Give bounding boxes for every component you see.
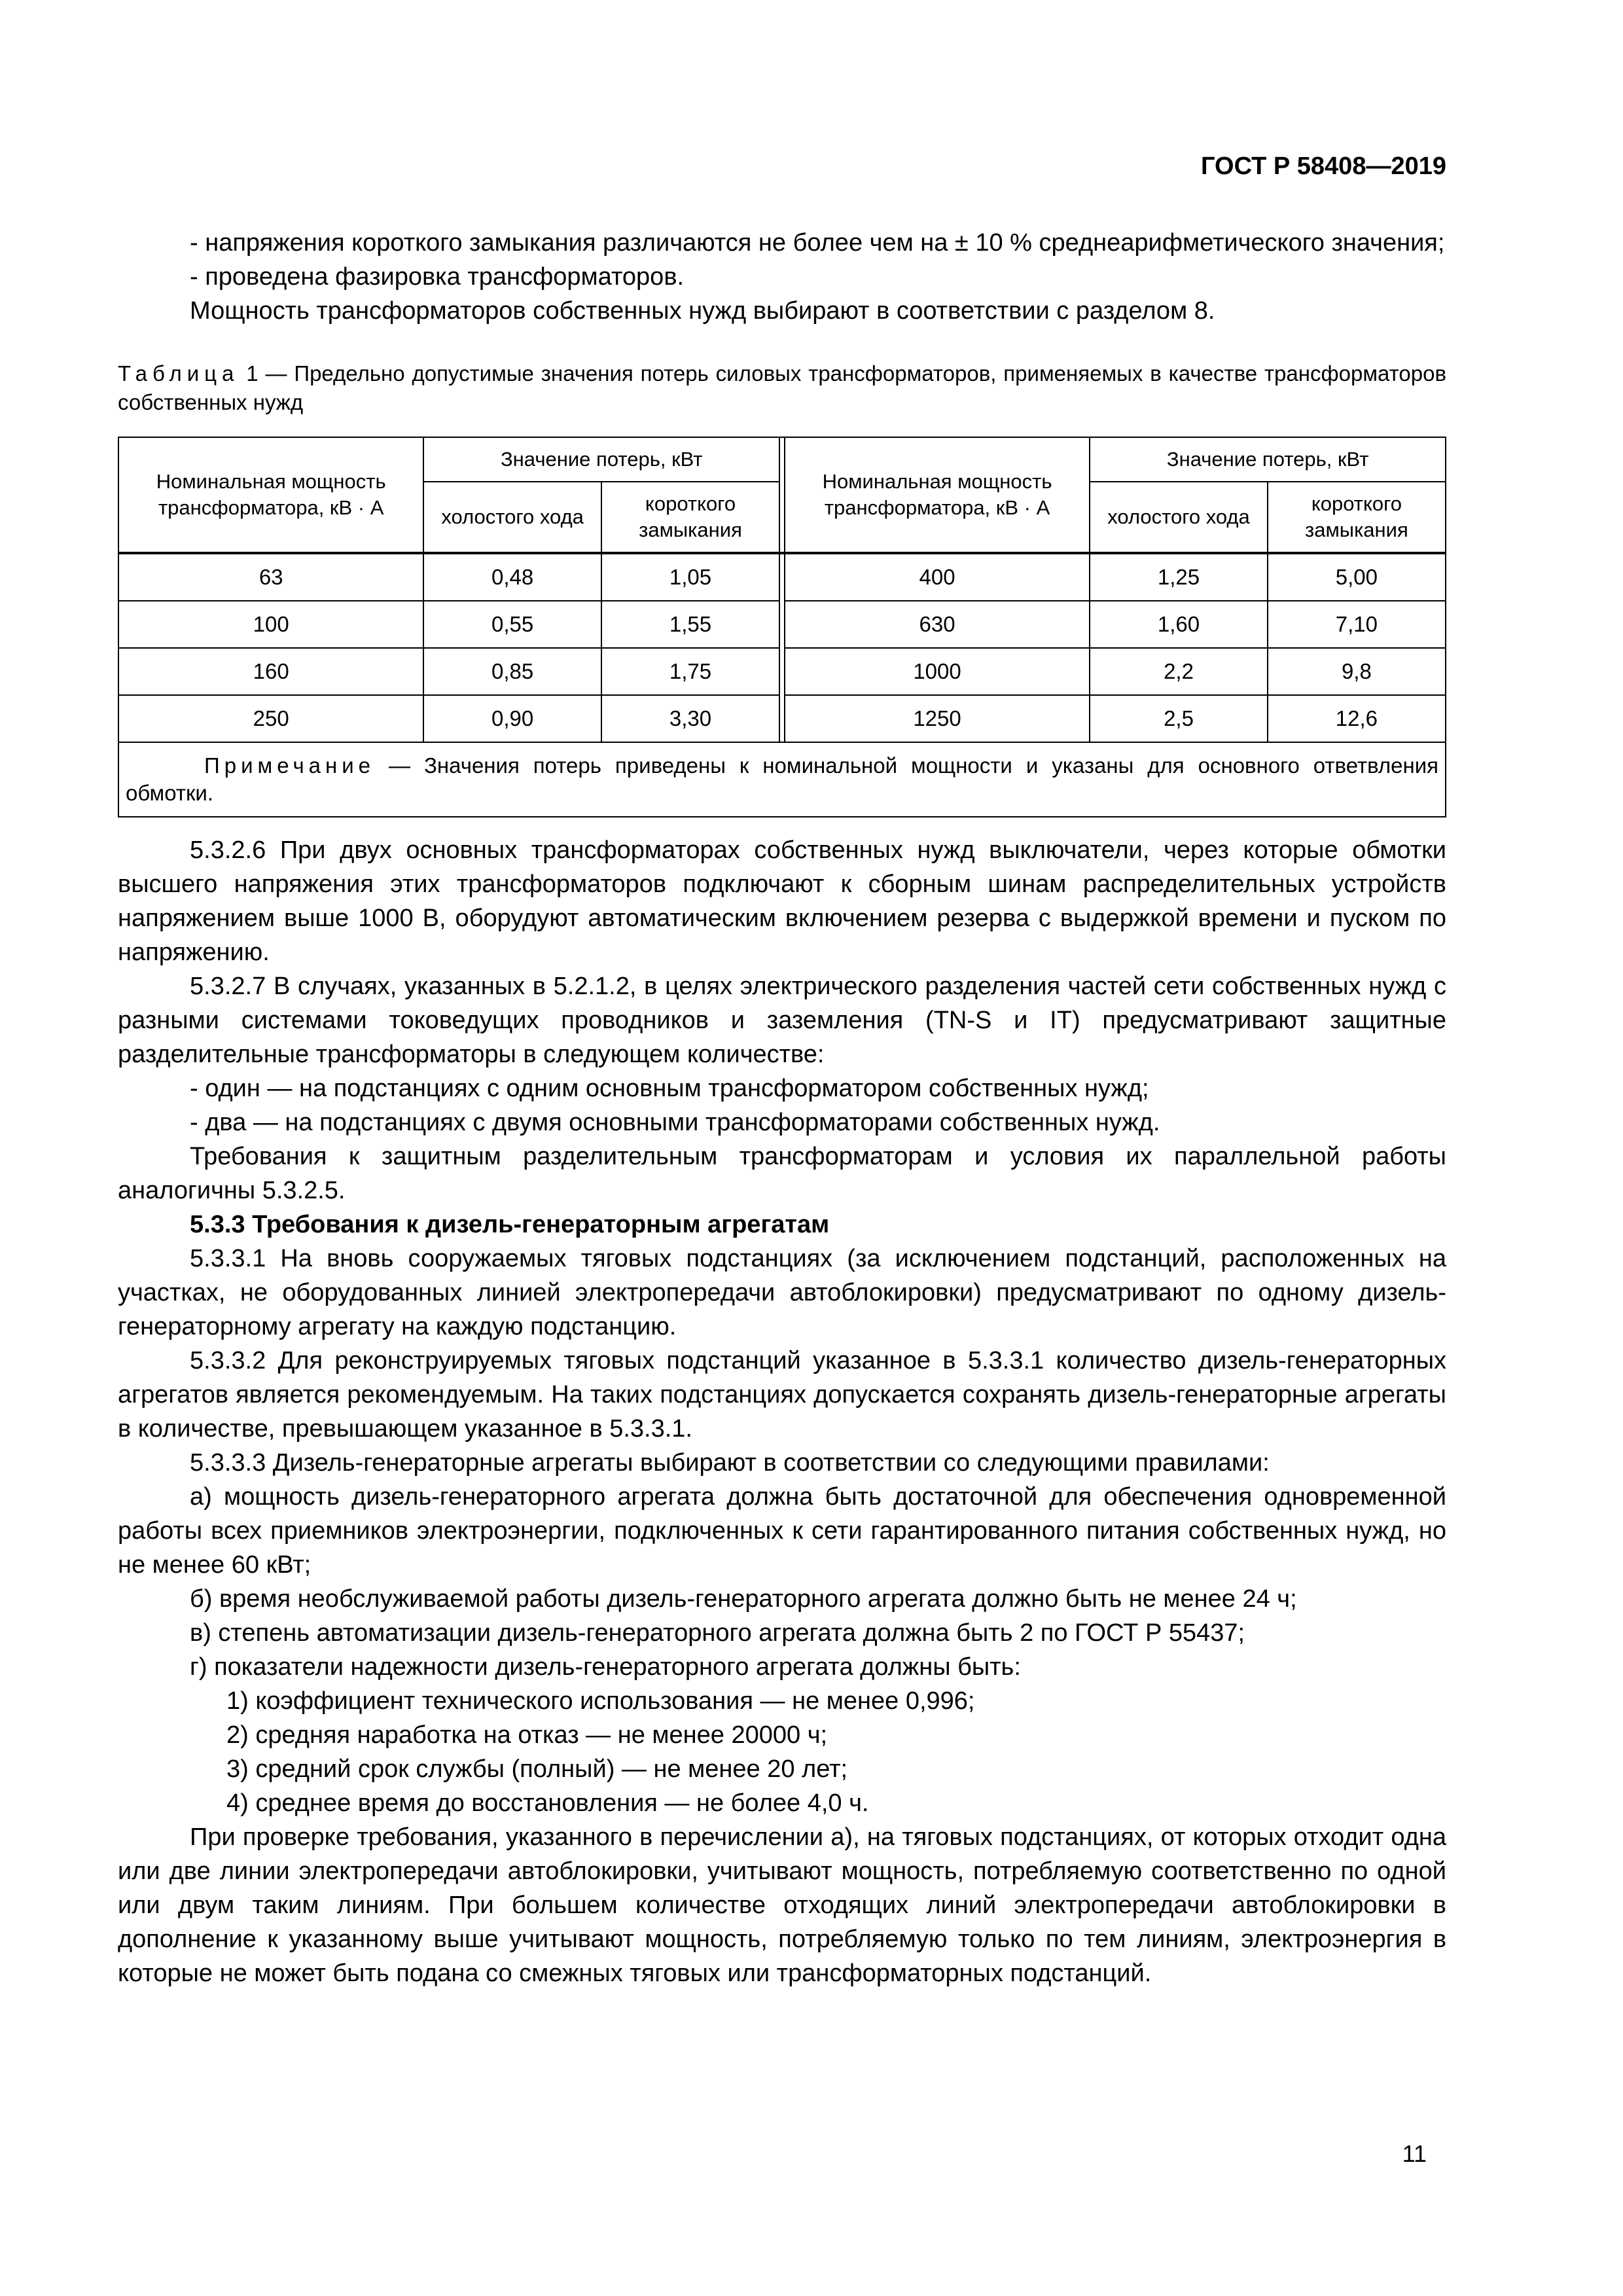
note-label: Примечание — [204, 753, 376, 778]
clause-5-3-2-6: 5.3.2.6 При двух основных трансформаторах собственных нужд выключатели, через которые обмотки высшего напряжения этих трансформаторов подключают к сборным шинам распределительных устройств напряжением выше 1000 В, оборудуют автоматическим включением резерва с выдержкой времени и пуском по напряжению. — [118, 836, 1446, 966]
table-gap — [779, 695, 785, 742]
cell-short: 7,10 — [1268, 601, 1446, 648]
table-gap — [779, 648, 785, 695]
col-header-short-right: короткого замыкания — [1268, 482, 1446, 553]
clause-5-3-3-2: 5.3.3.2 Для реконструируемых тяговых подстанций указанное в 5.3.3.1 количество дизель-генераторных агрегатов является рекомендуемым. На таких подстанциях допускается сохранять дизель-генераторные агрегаты в количестве, превышающем указанное в 5.3.3.1. — [118, 1347, 1446, 1443]
cell-power: 630 — [785, 601, 1090, 648]
clause-5-3-3-1: 5.3.3.1 На вновь сооружаемых тяговых подстанциях (за исключением подстанций, расположенных на участках, не оборудованных линией электропередачи автоблокировки) предусматривают по одному дизель-генераторному агрегату на каждую подстанцию. — [118, 1245, 1446, 1340]
intro-paragraph-2: - проведена фазировка трансформаторов. — [190, 263, 685, 291]
cell-power: 1250 — [785, 695, 1090, 742]
cell-idle: 0,90 — [423, 695, 601, 742]
losses-table — [118, 437, 1446, 817]
cell-power: 160 — [118, 648, 423, 695]
document-body — [118, 226, 1446, 1990]
item-b: б) время необслуживаемой работы дизель-генераторного агрегата должно быть не менее 24 ч; — [190, 1585, 1297, 1613]
cell-idle: 0,48 — [423, 553, 601, 601]
col-header-power-right: Номинальная мощность трансформатора, кВ · А — [785, 437, 1090, 553]
page-number: 11 — [1402, 2140, 1427, 2167]
cell-short: 9,8 — [1268, 648, 1446, 695]
cell-power: 63 — [118, 553, 423, 601]
cell-power: 1000 — [785, 648, 1090, 695]
item-g: г) показатели надежности дизель-генераторного агрегата должны быть: — [190, 1653, 1021, 1681]
cell-short: 1,75 — [601, 648, 779, 695]
section-body — [118, 833, 1446, 1990]
table-gap — [779, 437, 785, 553]
list-item-two: - два — на подстанциях с двумя основными трансформаторами собственных нужд. — [190, 1109, 1160, 1136]
table-row — [118, 695, 1446, 742]
cell-short: 12,6 — [1268, 695, 1446, 742]
col-header-power-left: Номинальная мощность трансформатора, кВ · А — [118, 437, 423, 553]
cell-short: 5,00 — [1268, 553, 1446, 601]
cell-idle: 2,2 — [1090, 648, 1268, 695]
cell-idle: 0,85 — [423, 648, 601, 695]
col-header-short-left: короткого замыкания — [601, 482, 779, 553]
cell-short: 1,05 — [601, 553, 779, 601]
clause-5-3-3-3: 5.3.3.3 Дизель-генераторные агрегаты выбирают в соответствии со следующими правилами: — [190, 1449, 1270, 1477]
table-caption-text: 1 — Предельно допустимые значения потерь силовых трансформаторов, применяемых в качестве трансформаторов собственных нужд — [118, 361, 1446, 414]
subitem-4: 4) среднее время до восстановления — не более 4,0 ч. — [226, 1789, 869, 1817]
table-gap — [779, 601, 785, 648]
table-gap — [779, 553, 785, 601]
cell-power: 250 — [118, 695, 423, 742]
note-text: — Значения потерь приведены к номинальной мощности и указаны для основного ответвления обмотки. — [126, 753, 1438, 805]
col-header-losses-right: Значение потерь, кВт — [1090, 437, 1446, 482]
section-heading-5-3-3: 5.3.3 Требования к дизель-генераторным агрегатам — [190, 1211, 830, 1238]
standard-header: ГОСТ Р 58408—2019 — [1201, 152, 1446, 180]
cell-short: 1,55 — [601, 601, 779, 648]
col-header-idle-left: холостого хода — [423, 482, 601, 553]
subitem-3: 3) средний срок службы (полный) — не менее 20 лет; — [226, 1755, 848, 1783]
cell-short: 3,30 — [601, 695, 779, 742]
col-header-losses-left: Значение потерь, кВт — [423, 437, 779, 482]
table-row — [118, 553, 1446, 601]
cell-idle: 2,5 — [1090, 695, 1268, 742]
clause-5-3-2-7: 5.3.2.7 В случаях, указанных в 5.2.1.2, в целях электрического разделения частей сети собственных нужд с разными системами токоведущих проводников и заземления (TN-S и IT) предусматривают защитные разделительные трансформаторы в следующем количестве: — [118, 973, 1446, 1068]
cell-power: 400 — [785, 553, 1090, 601]
subitem-1: 1) коэффициент технического использования — не менее 0,996; — [226, 1687, 975, 1715]
table-header-row — [118, 437, 1446, 482]
item-v: в) степень автоматизации дизель-генераторного агрегата должна быть 2 по ГОСТ Р 55437; — [190, 1619, 1245, 1647]
cell-idle: 0,55 — [423, 601, 601, 648]
intro-paragraph-1: - напряжения короткого замыкания различаются не более чем на ± 10 % среднеарифметического значения; — [190, 229, 1445, 257]
table-note-row — [118, 742, 1446, 817]
table-caption-label: Таблица — [118, 361, 240, 386]
subitem-2: 2) средняя наработка на отказ — не менее 20000 ч; — [226, 1721, 828, 1749]
document-page — [118, 0, 1446, 2296]
col-header-idle-right: холостого хода — [1090, 482, 1268, 553]
requirements-paragraph: Требования к защитным разделительным трансформаторам и условия их параллельной работы аналогичны 5.3.2.5. — [118, 1143, 1446, 1204]
table-row — [118, 648, 1446, 695]
table-note — [118, 742, 1446, 817]
cell-power: 100 — [118, 601, 423, 648]
cell-idle: 1,25 — [1090, 553, 1268, 601]
cell-idle: 1,60 — [1090, 601, 1268, 648]
list-item-one: - один — на подстанциях с одним основным трансформатором собственных нужд; — [190, 1075, 1149, 1102]
item-a: а) мощность дизель-генераторного агрегата должна быть достаточной для обеспечения одновременной работы всех приемников электроэнергии, подключенных к сети гарантированного питания собственных нужд, но не менее 60 кВт; — [118, 1483, 1446, 1579]
table-caption — [118, 359, 1446, 417]
table-row — [118, 601, 1446, 648]
check-paragraph: При проверке требования, указанного в перечислении а), на тяговых подстанциях, от которых отходит одна или две линии электропередачи автоблокировки, учитывают мощность, потребляемую соответственно по одной или двум таким линиям. При большем количестве отходящих линий электропередачи автоблокировки в дополнение к указанному выше учитывают мощность, потребляемую только по тем линиям, электроэнергия в которые не может быть подана со смежных тяговых или трансформаторных подстанций. — [118, 1823, 1446, 1987]
intro-paragraph-3: Мощность трансформаторов собственных нужд выбирают в соответствии с разделом 8. — [190, 297, 1215, 325]
